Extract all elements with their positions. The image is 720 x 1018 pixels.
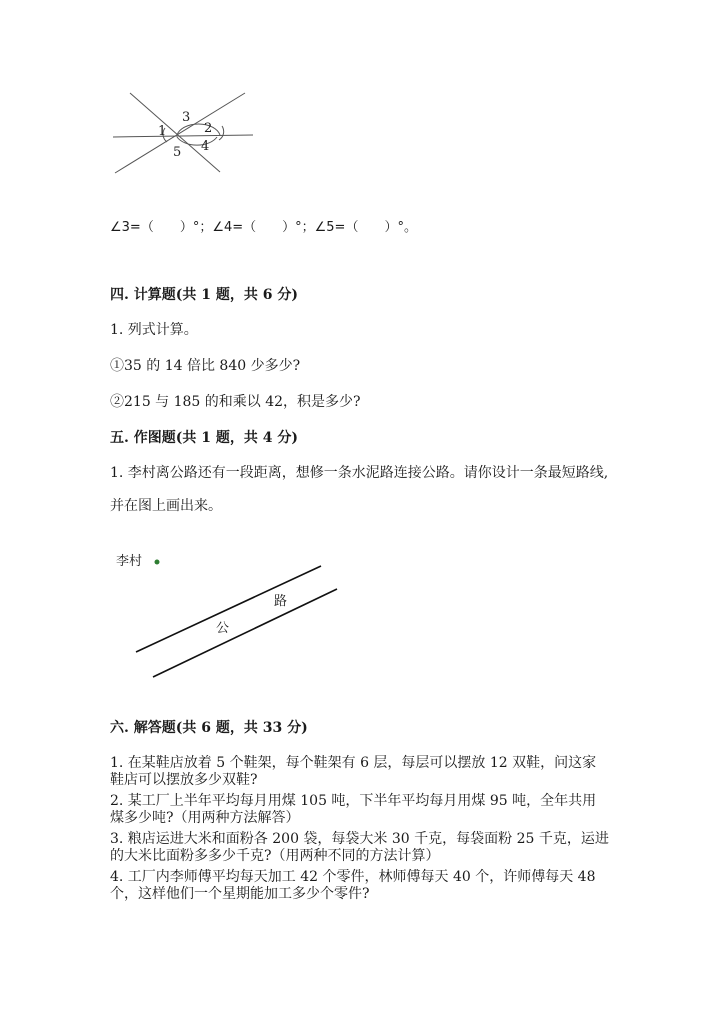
village-point — [155, 560, 160, 565]
angle-figure — [105, 88, 265, 178]
road-label-gong: 公 — [216, 621, 230, 636]
angle-arc — [177, 137, 217, 145]
angle-arc — [219, 126, 224, 140]
section6-question-2: 2. 某工厂上半年平均每月用煤 105 吨，下半年平均每月用煤 95 吨，全年共用煤多少吨?（用两种方法解答） — [110, 793, 597, 826]
section4-q1-title: 1. 列式计算。 — [110, 322, 198, 338]
section6-question-3: 3. 粮店运进大米和面粉各 200 袋，每袋大米 30 千克，每袋面粉 25 千克，运进的大米比面粉多多少千克?（用两种不同的方法计算） — [110, 831, 609, 864]
horizontal-line — [113, 135, 253, 137]
road-figure — [110, 545, 350, 685]
angle-label-1: 1 — [158, 124, 167, 139]
angle-label-2: 2 — [204, 121, 213, 136]
road-label-lu: 路 — [274, 594, 288, 609]
section6-heading: 六. 解答题(共 6 题，共 33 分) — [110, 720, 308, 736]
section5-q1-line1: 1. 李村离公路还有一段距离，想修一条水泥路连接公路。请你设计一条最短路线, — [110, 465, 609, 481]
road-edge-top — [136, 566, 321, 652]
angle-label-4: 4 — [201, 139, 210, 154]
angle-question: ∠3=（ ）°；∠4=（ ）°；∠5=（ ）°。 — [110, 220, 417, 235]
village-label: 李村 — [116, 554, 143, 569]
section4-heading: 四. 计算题(共 1 题，共 6 分) — [110, 287, 298, 303]
section5-heading: 五. 作图题(共 1 题，共 4 分) — [110, 430, 298, 446]
section6-question-1: 1. 在某鞋店放着 5 个鞋架，每个鞋架有 6 层，每层可以摆放 12 双鞋，问这家鞋店可以摆放多少双鞋? — [110, 755, 597, 788]
section4-q1-part1: ①35 的 14 倍比 840 少多少? — [110, 358, 301, 374]
angle-label-3: 3 — [182, 110, 191, 125]
rising-line — [115, 93, 245, 173]
section6-question-4: 4. 工厂内李师傅平均每天加工 42 个零件，林师傅每天 40 个，许师傅每天 48 个，这样他们一个星期能加工多少个零件? — [110, 869, 596, 902]
angle-label-5: 5 — [173, 145, 182, 160]
section5-q1-line2: 并在图上画出来。 — [110, 498, 222, 514]
angle-arc — [177, 124, 220, 135]
section4-q1-part2: ②215 与 185 的和乘以 42，积是多少? — [110, 394, 361, 410]
